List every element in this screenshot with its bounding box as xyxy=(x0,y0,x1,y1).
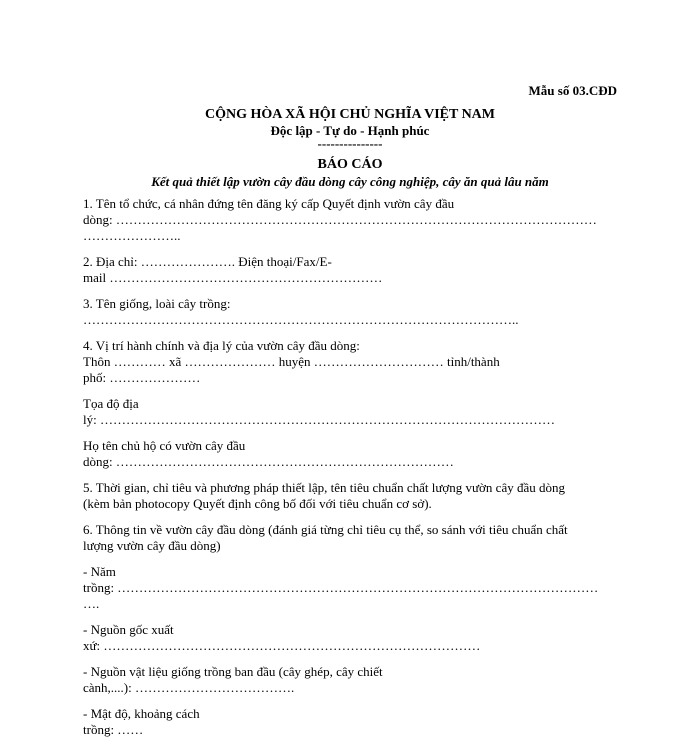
form-item xyxy=(83,664,623,696)
form-item xyxy=(83,338,623,386)
form-item-line: ………………….. xyxy=(83,228,181,243)
national-motto: Độc lập - Tự do - Hạnh phúc xyxy=(270,123,430,138)
form-item-line: trồng: ………………………………………………………………………………………………… xyxy=(83,580,599,595)
form-item xyxy=(83,480,623,512)
form-item-line: 2. Địa chỉ: …………………. Điện thoại/Fax/E- xyxy=(83,254,332,269)
form-item-line: Họ tên chủ hộ có vườn cây đầu xyxy=(83,438,246,453)
form-item xyxy=(83,296,623,328)
form-item-line: 4. Vị trí hành chính và địa lý của vườn cây đầu dòng: xyxy=(83,338,360,353)
national-title: CỘNG HÒA XÃ HỘI CHỦ NGHĨA VIỆT NAM xyxy=(204,107,495,122)
form-item-line: - Nguồn vật liệu giống trồng ban đầu (cây ghép, cây chiết xyxy=(83,664,383,679)
form-code: Mẫu số 03.CĐD xyxy=(528,83,617,98)
form-item-line: Thôn ………… xã ………………… huyện ………………………… tỉnh/thành xyxy=(83,354,500,369)
form-item xyxy=(83,564,623,612)
report-title: BÁO CÁO xyxy=(317,157,383,172)
report-subtitle: Kết quả thiết lập vườn cây đầu dòng cây công nghiệp, cây ăn quả lâu năm xyxy=(151,174,549,189)
form-item xyxy=(83,438,623,470)
form-item-line: …. xyxy=(83,596,100,611)
form-item-line: - Năm xyxy=(83,564,116,579)
form-item-line: lý: …………………………………………………………………………………………… xyxy=(83,412,555,427)
separator-line: --------------- xyxy=(317,136,383,151)
form-item-line: dòng: …………………………………………………………………… xyxy=(83,454,454,469)
form-item-line: lượng vườn cây đầu dòng) xyxy=(83,538,221,553)
form-item-line: 3. Tên giống, loài cây trồng: xyxy=(83,296,231,311)
form-item xyxy=(83,706,623,738)
form-item-line: ……………………………………………………………………………………….. xyxy=(83,312,519,327)
form-item xyxy=(83,622,623,654)
form-item-line: Tọa độ địa xyxy=(83,396,139,411)
form-item-line: - Mật độ, khoảng cách xyxy=(83,706,200,721)
form-item-line: mail ……………………………………………………… xyxy=(83,270,383,285)
form-item-line: 6. Thông tin về vườn cây đầu dòng (đánh giá từng chỉ tiêu cụ thể, so sánh với tiêu chuẩn chất xyxy=(83,522,568,537)
form-item-line: dòng: ………………………………………………………………………………………………… xyxy=(83,212,597,227)
form-item-line: 5. Thời gian, chỉ tiêu và phương pháp thiết lập, tên tiêu chuẩn chất lượng vườn cây đầu dòng xyxy=(83,480,565,495)
form-item-line: cành,....): ………………………………. xyxy=(83,680,295,695)
form-item-line: trồng: …… xyxy=(83,722,144,737)
form-item xyxy=(83,254,623,286)
form-body xyxy=(83,196,623,748)
form-item-line: xứ: …………………………………………………………………………… xyxy=(83,638,481,653)
form-item xyxy=(83,522,623,554)
form-item xyxy=(83,396,623,428)
form-item-line: phố: ………………… xyxy=(83,370,201,385)
form-item-line: (kèm bản photocopy Quyết định công bố đối với tiêu chuẩn cơ sở). xyxy=(83,496,432,511)
form-item-line: - Nguồn gốc xuất xyxy=(83,622,174,637)
form-item-line: 1. Tên tổ chức, cá nhân đứng tên đăng ký cấp Quyết định vườn cây đầu xyxy=(83,196,455,211)
form-item xyxy=(83,196,623,244)
